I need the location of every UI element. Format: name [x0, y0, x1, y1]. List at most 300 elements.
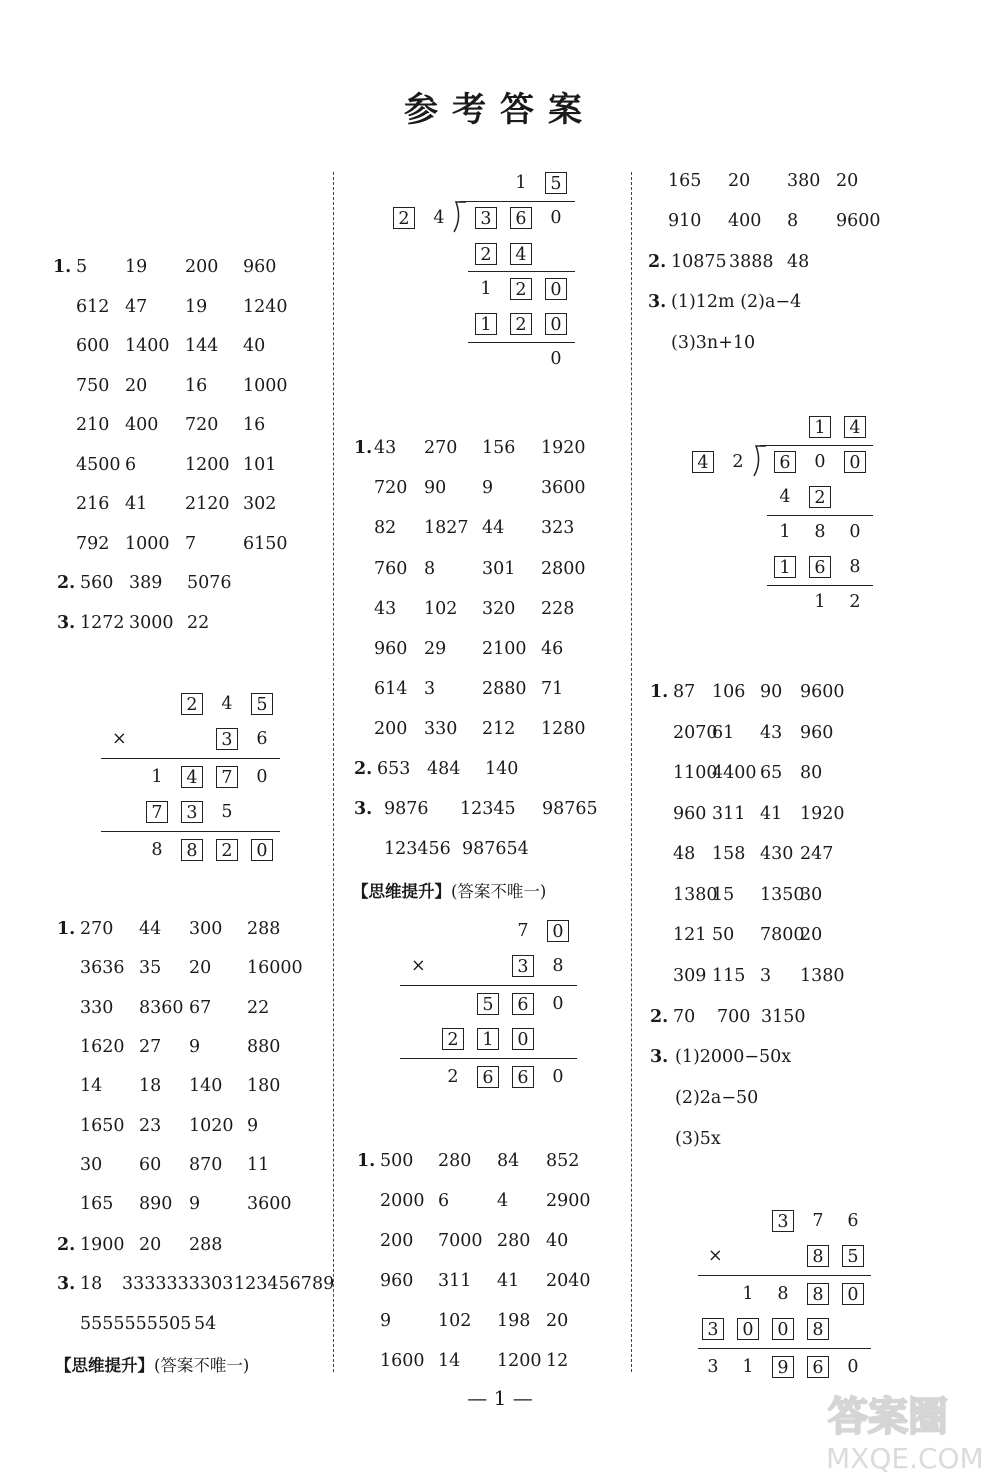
subtrahend-digit: 8 — [849, 557, 861, 577]
thu-q1-value: 200 — [380, 1231, 414, 1251]
question-number: 1. — [354, 438, 373, 458]
fri-q1-value: 15 — [712, 884, 735, 905]
tue-q3-value: 3333333303 — [122, 1274, 234, 1294]
wed-q1-value: 2800 — [541, 558, 586, 579]
mon-q1-value: 720 — [185, 415, 219, 435]
tue-q1-value: 330 — [80, 997, 114, 1018]
question-number: 2. — [354, 759, 373, 779]
thu-q1-value: 1200 — [497, 1351, 542, 1371]
tue-q1-value: 165 — [80, 1194, 114, 1215]
thu-q1-value: 2000 — [380, 1191, 425, 1211]
multiplicand-box: 3 — [772, 1210, 794, 1232]
mon-q1-value: 1000 — [243, 375, 288, 396]
mon-q1-value: 1000 — [125, 533, 170, 554]
mon-q2-value: 5076 — [187, 573, 232, 593]
fri-q3-value: (1)2000−50x — [675, 1047, 792, 1067]
fri-q1-value: 2070 — [673, 722, 718, 743]
question-number: 1. — [650, 682, 669, 702]
wed-q3b-value: 123456 — [384, 839, 451, 859]
division-bracket — [752, 444, 766, 478]
tue-q1-value: 35 — [139, 958, 162, 979]
wed-q1-value: 2100 — [482, 639, 527, 659]
thu-q1-value: 84 — [497, 1151, 520, 1171]
thu-q1-value: 1600 — [380, 1351, 425, 1371]
svg-text:答案圈: 答案圈 — [828, 1394, 948, 1440]
tue-q1-value: 300 — [189, 919, 223, 939]
quotient-digit: 1 — [515, 173, 527, 193]
tue-q1-value: 16000 — [247, 958, 303, 979]
wed-q1-value: 212 — [482, 719, 516, 740]
tue-q3-value: 18 — [80, 1274, 103, 1294]
division-line — [101, 758, 280, 759]
remainder-step-digit: 0 — [849, 522, 861, 542]
product-box: 8 — [181, 839, 203, 861]
partial-product-box: 7 — [216, 766, 238, 788]
thinking-label: 【思维提升】 — [352, 882, 451, 901]
mon-q1-value: 40 — [243, 336, 266, 356]
thu-q1-value: 852 — [546, 1151, 580, 1171]
partial-product-digit: 8 — [777, 1284, 789, 1304]
mon-q1-value: 1240 — [243, 296, 288, 317]
tue-q1-value: 8360 — [139, 997, 184, 1018]
thinking-heading — [55, 1352, 249, 1376]
multiplier-box: 5 — [842, 1245, 864, 1267]
wed-q1-value: 102 — [424, 598, 458, 619]
thu-q1-value: 960 — [380, 1271, 414, 1291]
wed-q1-value: 82 — [374, 518, 397, 539]
partial-product-box: 0 — [842, 1283, 864, 1305]
mon-q1-value: 101 — [243, 454, 277, 475]
fri-q1-value: 1380 — [673, 884, 718, 905]
fri-q3-value: (3)5x — [675, 1129, 721, 1149]
subtrahend-box: 1 — [774, 556, 796, 578]
svg-text:MXQE.COM: MXQE.COM — [826, 1442, 984, 1475]
fri-q1-value: 1380 — [800, 965, 845, 986]
thu-q1-value: 20 — [546, 1311, 569, 1331]
tue-q1-value: 14 — [80, 1076, 103, 1097]
wed-q1-value: 301 — [482, 558, 516, 579]
fri-q1-value: 50 — [712, 925, 735, 945]
mon-q1-value: 7 — [185, 533, 197, 554]
mon-q1-value: 750 — [76, 375, 110, 396]
subtrahend-box: 1 — [475, 313, 497, 335]
question-number: 3. — [650, 1047, 669, 1067]
multiplicand-digit: 6 — [847, 1211, 859, 1231]
thinking-label: 【思维提升】 — [55, 1356, 154, 1375]
thu-q1-value: 12 — [546, 1351, 569, 1371]
wed-q1-value: 323 — [541, 518, 575, 539]
partial-product-digit: 5 — [221, 802, 233, 822]
multiplier-digit: 6 — [256, 729, 268, 749]
wed-q1-value: 228 — [541, 598, 575, 619]
tue-q1-value: 180 — [247, 1076, 281, 1097]
dividend-box: 6 — [510, 207, 532, 229]
wed-q2-value: 484 — [427, 759, 461, 779]
mon-q1-value: 792 — [76, 533, 110, 554]
division-line — [468, 271, 575, 272]
fri-q1-value: 9600 — [800, 682, 845, 702]
multiplier-box: 8 — [807, 1245, 829, 1267]
tue-q3b-value: 5555555505 — [80, 1314, 192, 1334]
fri-q1-value: 43 — [760, 722, 783, 743]
question-number: 3. — [57, 613, 76, 633]
thu-q1-value: 8 — [787, 211, 799, 231]
mon-q1-value: 960 — [243, 257, 277, 277]
wed-q1-value: 1280 — [541, 719, 586, 740]
subtrahend-box: 2 — [809, 486, 831, 508]
mon-q1-value: 47 — [125, 296, 148, 317]
mon-q1-value: 400 — [125, 415, 159, 435]
partial-product-digit: 0 — [256, 767, 268, 787]
thinking-heading — [352, 878, 546, 902]
mon-q1-value: 210 — [76, 415, 110, 435]
tue-q1-value: 1650 — [80, 1115, 125, 1136]
product-digit: 0 — [847, 1357, 859, 1377]
divisor-box: 4 — [692, 451, 714, 473]
thu-q1-value: 20 — [728, 171, 751, 191]
fri-q1-value: 20 — [800, 925, 823, 945]
wed-q3-value: 98765 — [542, 799, 598, 819]
thu-q1-value: 2040 — [546, 1271, 591, 1291]
product-digit: 0 — [552, 1067, 564, 1087]
product-box: 2 — [216, 839, 238, 861]
partial-product-box: 8 — [807, 1318, 829, 1340]
multiplicand-box: 2 — [181, 693, 203, 715]
wed-q1-value: 1827 — [424, 518, 469, 539]
wed-q2-value: 653 — [377, 759, 411, 779]
partial-product-digit: 0 — [552, 994, 564, 1014]
wed-q1-value: 720 — [374, 478, 408, 499]
product-digit: 1 — [742, 1357, 754, 1377]
product-box: 9 — [772, 1356, 794, 1378]
thu-q1-value: 20 — [836, 171, 859, 191]
tue-q1-value: 67 — [189, 997, 212, 1018]
fri-q1-value: 4400 — [712, 763, 757, 783]
remainder-step-digit: 8 — [814, 522, 826, 542]
tue-q1-value: 288 — [247, 919, 281, 939]
mon-q1-value: 5 — [76, 257, 88, 277]
mon-q1-value: 1200 — [185, 454, 230, 475]
tue-q1-value: 9 — [247, 1115, 259, 1136]
multiplier-digit: 8 — [552, 956, 564, 976]
answer-note: (答案不唯一) — [451, 882, 547, 901]
wed-q2-value: 140 — [485, 759, 519, 779]
division-line — [400, 1058, 577, 1059]
fri-q1-value: 80 — [800, 763, 823, 783]
fri-q1-value: 90 — [760, 682, 783, 702]
tue-q1-value: 20 — [189, 958, 212, 979]
dividend-box: 6 — [774, 451, 796, 473]
fri-q1-value: 87 — [673, 682, 696, 702]
question-number: 2. — [57, 1235, 76, 1255]
tue-q1-value: 30 — [80, 1154, 103, 1175]
thu-q1-value: 280 — [497, 1231, 531, 1251]
thu-q1-value: 500 — [380, 1151, 414, 1171]
mon-q1-value: 612 — [76, 296, 110, 317]
thu-q1-value: 7000 — [438, 1231, 483, 1251]
tue-q1-value: 18 — [139, 1076, 162, 1097]
partial-product-box: 2 — [442, 1028, 464, 1050]
tue-q1-value: 890 — [139, 1194, 173, 1215]
wed-q1-value: 2880 — [482, 679, 527, 700]
question-number: 2. — [648, 252, 667, 272]
mon-q1-value: 6150 — [243, 533, 288, 554]
tue-q1-value: 880 — [247, 1036, 281, 1057]
times-sign: × — [708, 1246, 723, 1266]
division-bracket — [452, 200, 466, 234]
fri-q1-value: 158 — [712, 844, 746, 864]
question-number: 2. — [650, 1007, 669, 1027]
tue-q1-value: 27 — [139, 1036, 162, 1057]
mon-q3-value: 1272 — [80, 613, 125, 633]
tue-q3b-value: 54 — [194, 1314, 217, 1334]
division-line — [400, 985, 577, 986]
wed-q1-value: 200 — [374, 719, 408, 740]
partial-product-box: 5 — [477, 993, 499, 1015]
wed-q1-value: 3 — [424, 679, 436, 700]
subtrahend-digit: 4 — [779, 487, 791, 507]
thu-q1-value: 380 — [787, 171, 821, 191]
remainder-step-digit: 1 — [480, 279, 492, 299]
fri-q1-value: 430 — [760, 844, 794, 864]
thu-q1-value: 14 — [438, 1351, 461, 1371]
mon-q1-value: 2120 — [185, 494, 230, 514]
fri-q3-value: (2)2a−50 — [675, 1088, 759, 1108]
fri-q1-value: 48 — [673, 844, 696, 864]
thu-q1-value: 6 — [438, 1191, 450, 1211]
multiplicand-box: 0 — [547, 920, 569, 942]
multiplier-box: 3 — [512, 955, 534, 977]
mon-q1-value: 302 — [243, 494, 277, 514]
question-number: 2. — [57, 573, 76, 593]
tue-q1-value: 22 — [247, 997, 270, 1018]
tue-q3-value: 123456789 — [234, 1274, 335, 1294]
subtrahend-box: 2 — [475, 243, 497, 265]
product-digit: 3 — [707, 1357, 719, 1377]
partial-product-digit: 1 — [151, 767, 163, 787]
thu-q1-value: 4 — [497, 1191, 509, 1211]
mon-q1-value: 20 — [125, 375, 148, 396]
quotient-box: 1 — [809, 416, 831, 438]
product-digit: 2 — [447, 1067, 459, 1087]
remainder-digit: 0 — [550, 349, 562, 369]
mon-q1-value: 144 — [185, 336, 219, 356]
dividend-box: 3 — [475, 207, 497, 229]
mon-q1-value: 41 — [125, 494, 148, 514]
tue-q1-value: 3636 — [80, 958, 125, 979]
wed-q1-value: 9 — [482, 478, 494, 499]
thu-q1-value: 165 — [668, 171, 702, 191]
mon-q1-value: 19 — [185, 296, 208, 317]
fri-q1-value: 1100 — [673, 763, 718, 783]
product-digit: 8 — [151, 840, 163, 860]
wed-q1-value: 43 — [374, 598, 397, 619]
wed-q1-value: 29 — [424, 639, 447, 659]
fri-q2-value: 3150 — [761, 1007, 806, 1027]
fri-q2-value: 700 — [717, 1007, 751, 1027]
times-sign: × — [112, 729, 127, 749]
division-bar — [460, 201, 575, 202]
tue-q1-value: 140 — [189, 1076, 223, 1097]
wed-q1-value: 44 — [482, 518, 505, 539]
fri-q1-value: 106 — [712, 682, 746, 702]
wed-q1-value: 270 — [424, 438, 458, 458]
fri-q1-value: 61 — [712, 722, 735, 743]
division-bar — [760, 445, 873, 446]
answer-note: (答案不唯一) — [154, 1356, 250, 1375]
product-box: 0 — [251, 839, 273, 861]
thu-q1-value: 400 — [728, 211, 762, 231]
division-line — [698, 1275, 871, 1276]
tue-q1-value: 60 — [139, 1154, 162, 1175]
question-number: 1. — [357, 1151, 376, 1171]
wed-q1-value: 330 — [424, 719, 458, 740]
question-number: 1. — [57, 919, 76, 939]
fri-q1-value: 311 — [712, 803, 746, 824]
partial-product-box: 0 — [512, 1028, 534, 1050]
divisor-box: 2 — [393, 207, 415, 229]
mon-q1-value: 1400 — [125, 336, 170, 356]
mon-q1-value: 600 — [76, 336, 110, 356]
fri-q1-value: 960 — [673, 803, 707, 824]
multiplicand-box: 5 — [251, 693, 273, 715]
partial-product-digit: 1 — [742, 1284, 754, 1304]
tue-q2-value: 20 — [139, 1235, 162, 1255]
fri-q1-value: 1920 — [800, 803, 845, 824]
tue-q1-value: 9 — [189, 1036, 201, 1057]
division-line — [767, 515, 873, 516]
partial-product-box: 8 — [807, 1283, 829, 1305]
fri-q1-value: 247 — [800, 844, 834, 864]
wed-q3-value: 9876 — [384, 799, 429, 819]
page-title: 参考答案 — [404, 90, 596, 130]
thu-q1-value: 9600 — [836, 211, 881, 231]
thu-q1-value: 2900 — [546, 1191, 591, 1211]
mon-q1-value: 4500 — [76, 454, 121, 475]
mon-q1-value: 6 — [125, 454, 137, 475]
question-number: 3. — [648, 292, 667, 312]
partial-product-box: 3 — [702, 1318, 724, 1340]
thu-q3-value: (3)3n+10 — [671, 333, 756, 353]
times-sign: × — [411, 956, 426, 976]
question-number: 1. — [53, 257, 72, 277]
wed-q1-value: 614 — [374, 679, 408, 700]
dividend-digit: 0 — [550, 208, 562, 228]
quotient-box: 5 — [545, 172, 567, 194]
wed-q1-value: 90 — [424, 478, 447, 499]
mon-q3-value: 22 — [187, 613, 210, 633]
thu-q1-value: 311 — [438, 1271, 472, 1291]
thu-q2-value: 3888 — [729, 252, 774, 272]
wed-q1-value: 320 — [482, 598, 516, 619]
multiplicand-digit: 7 — [812, 1211, 824, 1231]
partial-product-box: 6 — [512, 993, 534, 1015]
tue-q1-value: 870 — [189, 1154, 223, 1175]
multiplicand-digit: 4 — [221, 694, 233, 714]
wed-q1-value: 43 — [374, 438, 397, 458]
tue-q2-value: 1900 — [80, 1235, 125, 1255]
quotient-box: 4 — [844, 416, 866, 438]
mon-q1-value: 16 — [243, 415, 266, 435]
fri-q1-value: 309 — [673, 965, 707, 986]
mon-q2-value: 560 — [80, 573, 114, 593]
partial-product-box: 7 — [146, 801, 168, 823]
fri-q1-value: 30 — [800, 884, 823, 905]
wed-q1-value: 8 — [424, 558, 436, 579]
fri-q1-value: 1350 — [760, 884, 805, 905]
divisor-digit: 2 — [732, 452, 744, 472]
division-line — [767, 585, 873, 586]
subtrahend-box: 2 — [510, 313, 532, 335]
wed-q1-value: 1920 — [541, 438, 586, 458]
mon-q3-value: 3000 — [129, 613, 174, 633]
thu-q1-value: 910 — [668, 211, 702, 231]
dividend-digit: 0 — [814, 452, 826, 472]
remainder-digit-digit: 2 — [849, 592, 861, 612]
question-number: 3. — [354, 799, 373, 819]
question-number: 3. — [57, 1274, 76, 1294]
subtrahend-box: 6 — [809, 556, 831, 578]
partial-product-box: 3 — [181, 801, 203, 823]
fri-q1-value: 3 — [760, 965, 772, 986]
mon-q1-value: 16 — [185, 375, 208, 396]
dividend-box: 0 — [844, 451, 866, 473]
mon-q1-value: 200 — [185, 257, 219, 277]
thu-q1-value: 280 — [438, 1151, 472, 1171]
fri-q1-value: 121 — [673, 925, 707, 945]
thu-q1-value: 41 — [497, 1271, 520, 1291]
product-box: 6 — [807, 1356, 829, 1378]
wed-q1-value: 3600 — [541, 478, 586, 499]
fri-q1-value: 7800 — [760, 925, 805, 945]
thu-q1-value: 9 — [380, 1311, 392, 1331]
tue-q1-value: 44 — [139, 919, 162, 939]
wed-q1-value: 46 — [541, 639, 564, 659]
subtrahend-box: 4 — [510, 243, 532, 265]
remainder-step-box: 0 — [545, 278, 567, 300]
tue-q1-value: 9 — [189, 1194, 201, 1215]
division-line — [101, 831, 280, 832]
tue-q1-value: 11 — [247, 1154, 270, 1175]
page-number: — 1 — — [467, 1386, 533, 1410]
division-line — [698, 1348, 871, 1349]
remainder-step-box: 2 — [510, 278, 532, 300]
tue-q1-value: 3600 — [247, 1194, 292, 1215]
wed-q1-value: 760 — [374, 558, 408, 579]
thu-q1-value: 198 — [497, 1311, 531, 1331]
partial-product-box: 4 — [181, 766, 203, 788]
wed-q1-value: 960 — [374, 639, 408, 659]
divisor-digit: 4 — [433, 208, 445, 228]
product-box: 6 — [512, 1066, 534, 1088]
fri-q1-value: 41 — [760, 803, 783, 824]
subtrahend-box: 0 — [545, 313, 567, 335]
fri-q2-value: 70 — [673, 1007, 696, 1027]
fri-q1-value: 65 — [760, 763, 783, 783]
wed-q1-value: 156 — [482, 438, 516, 458]
wed-q3-value: 12345 — [460, 799, 516, 819]
thu-q2-value: 48 — [787, 252, 810, 272]
thu-q2-value: 10875 — [671, 252, 727, 272]
tue-q1-value: 1620 — [80, 1036, 125, 1057]
mon-q2-value: 389 — [129, 573, 163, 593]
mon-q1-value: 19 — [125, 257, 148, 277]
thu-q1-value: 102 — [438, 1311, 472, 1331]
multiplicand-digit: 7 — [517, 921, 529, 941]
division-line — [468, 342, 575, 343]
remainder-step-digit: 1 — [779, 522, 791, 542]
mon-q1-value: 216 — [76, 494, 110, 514]
